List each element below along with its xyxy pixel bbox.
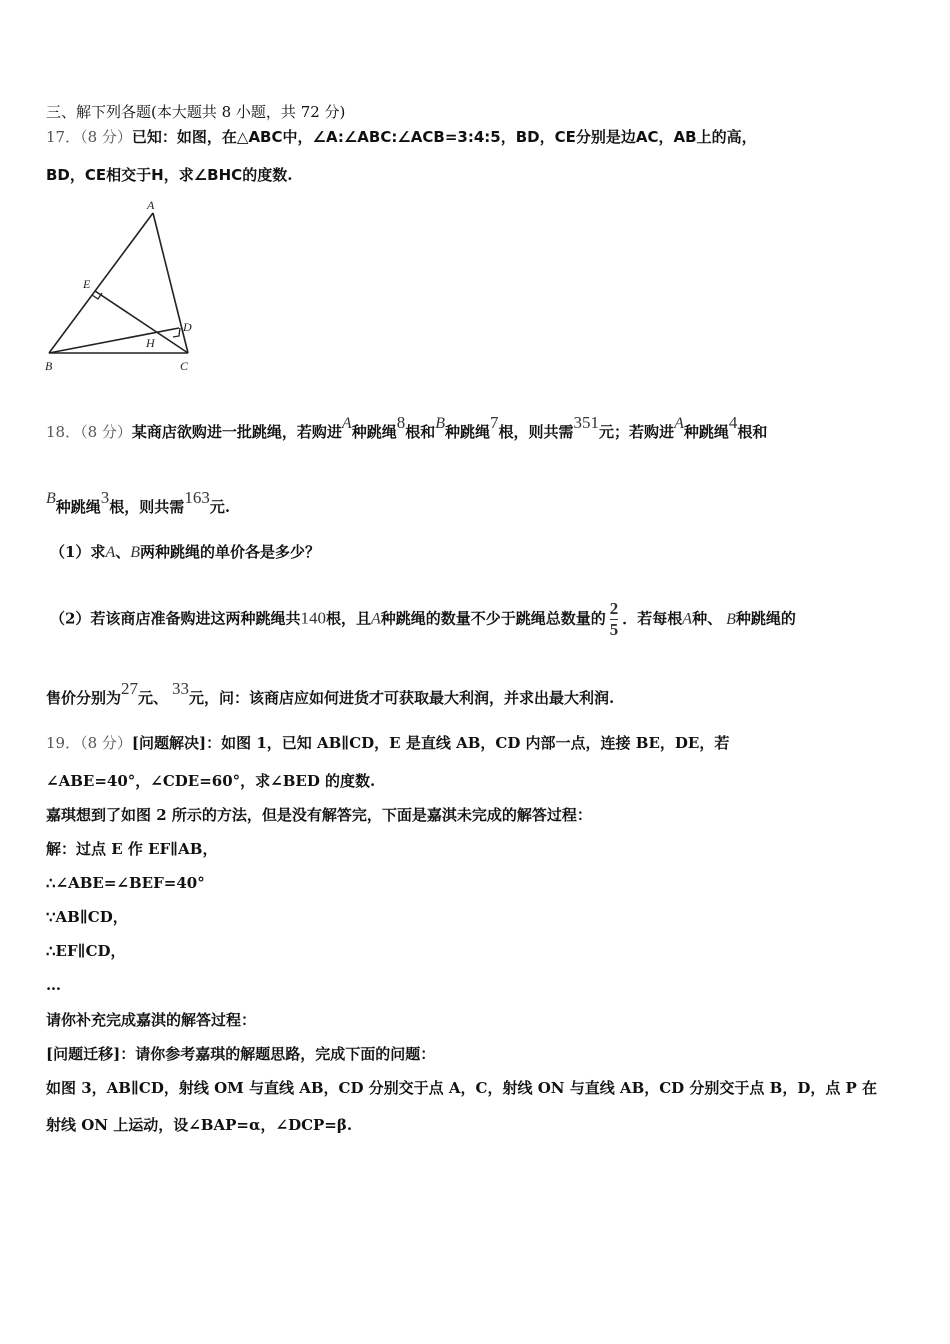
var-a: A	[370, 610, 381, 628]
fraction-numerator: 2	[609, 599, 619, 618]
q18-text: 种跳绳的数量不少于跳绳总数量的	[380, 609, 606, 628]
q19-score: （8 分）	[80, 734, 132, 752]
q18-line-2	[46, 488, 231, 518]
q19-text: [问题解决]：如图 1，已知 AB∥CD，E 是直线 AB，CD 内部一点，连接 BE，DE，若	[131, 734, 730, 752]
q17-altitudes: BD，CE	[46, 166, 107, 184]
var-b: B	[46, 490, 56, 507]
q18-text: 根和	[737, 423, 768, 441]
q18-part-2	[50, 600, 796, 639]
q19-line-6: ∵AB∥CD，	[46, 908, 128, 926]
num-27: 27	[121, 679, 139, 698]
q18-text: ．若每根	[622, 609, 683, 628]
q18-part-1	[50, 542, 320, 563]
q17-text: 中，	[282, 128, 313, 146]
q17-triangle-name: ABC	[248, 128, 283, 146]
var-a: A	[682, 610, 693, 628]
q17-target-angle: ∠BHC	[193, 166, 243, 184]
num-7: 7	[490, 413, 499, 432]
fraction-two-fifths	[610, 600, 619, 639]
q17-sides: AC，AB	[635, 128, 697, 146]
num-3: 3	[100, 488, 110, 507]
q19-number: 19．	[46, 734, 81, 752]
num-4: 4	[728, 413, 738, 432]
q17-number: 17．	[46, 128, 81, 146]
figure-label-a: A	[147, 198, 155, 212]
q19-line-12: 射线 ON 上运动，设∠BAP=α，∠DCP=β.	[46, 1116, 353, 1134]
q19-line-7: ∴EF∥CD，	[46, 942, 126, 960]
q18-text: 两种跳绳的单价各是多少？	[140, 543, 321, 561]
q18-text: 根，且	[325, 609, 371, 628]
q19-line-5: ∴∠ABE=∠BEF=40°	[46, 874, 205, 892]
q18-text: 某商店欲购进一批跳绳，若购进	[131, 423, 342, 441]
q18-text: 售价分别为	[46, 689, 122, 707]
figure-label-h: H	[146, 336, 155, 350]
var-a: A	[105, 544, 116, 561]
q18-text: 种跳绳的	[735, 609, 796, 628]
var-b: B	[435, 415, 446, 432]
figure-label-c: C	[180, 359, 189, 373]
num-163: 163	[184, 488, 210, 507]
q18-text: 种跳绳	[351, 423, 397, 441]
q18-text: 元；若购进	[599, 423, 675, 441]
q17-triangle-figure	[40, 195, 210, 375]
figure-label-b: B	[45, 359, 53, 373]
q18-part-2-cont	[46, 679, 615, 708]
q19-line-4: 解：过点 E 作 EF∥AB，	[46, 840, 218, 858]
fraction-denominator: 5	[609, 620, 619, 639]
q18-text: 根，则共需	[498, 423, 574, 441]
q17-text: 相交于	[106, 166, 152, 184]
q18-score: （8 分）	[80, 423, 132, 441]
q18-text: （1）求	[50, 543, 106, 561]
q18-text: 种、	[692, 609, 723, 628]
q18-number: 18．	[46, 423, 81, 441]
var-b: B	[726, 610, 736, 628]
var-b: B	[130, 544, 141, 561]
q17-text: 分别是边	[575, 128, 636, 146]
q19-line-1	[46, 733, 729, 753]
q17-text: ，求	[163, 166, 194, 184]
q18-text: 种跳绳	[445, 423, 491, 441]
q18-text: 种跳绳	[683, 423, 729, 441]
q19-line-3: 嘉琪想到了如图 2 所示的方法，但是没有解答完，下面是嘉淇未完成的解答过程：	[46, 806, 592, 824]
num-33: 33	[172, 679, 190, 698]
q18-text: 根，则共需	[109, 498, 185, 516]
q18-line-1	[46, 413, 768, 443]
var-a: A	[674, 415, 684, 432]
q19-line-8: …	[46, 976, 61, 994]
q17-line-2	[46, 165, 292, 185]
q18-text: 元.	[209, 498, 231, 516]
q17-score: （8 分）	[80, 128, 132, 146]
q18-text: 根和	[405, 423, 436, 441]
q17-text: 的度数.	[242, 166, 293, 184]
q19-line-10: [问题迁移]：请你参考嘉琪的解题思路，完成下面的问题：	[46, 1045, 436, 1063]
q17-point-h: H	[151, 166, 164, 184]
q18-text: 种跳绳	[55, 498, 101, 516]
q17-text: 已知：如图，在△	[131, 128, 249, 146]
num-351: 351	[573, 413, 600, 432]
q17-angle-ratio: ∠A:∠ABC:∠ACB=3:4:5，BD，CE	[312, 128, 576, 146]
figure-label-d: D	[183, 320, 192, 334]
var-a: A	[341, 415, 352, 432]
q18-text: 元、	[138, 689, 169, 707]
q18-text: 、	[115, 543, 131, 561]
q19-line-11: 如图 3，AB∥CD，射线 OM 与直线 AB，CD 分别交于点 A，C，射线 ON 与直线 AB，CD 分别交于点 B，D，点 P 在	[46, 1079, 878, 1097]
section-heading: 三、解下列各题(本大题共 8 小题，共 72 分)	[46, 103, 346, 121]
q18-text: （2）若该商店准备购进这两种跳绳共	[50, 609, 301, 628]
num-140: 140	[300, 608, 326, 628]
figure-label-e: E	[83, 277, 91, 291]
q18-text: 元，问：该商店应如何进货才可获取最大利润，并求出最大利润.	[189, 689, 615, 707]
q17-text: 上的高，	[696, 128, 757, 146]
q19-line-9: 请你补充完成嘉淇的解答过程：	[46, 1011, 257, 1029]
num-8: 8	[396, 413, 406, 432]
q19-line-2: ∠ABE=40°，∠CDE=60°，求∠BED 的度数.	[46, 772, 376, 790]
q17-line-1	[46, 127, 757, 147]
